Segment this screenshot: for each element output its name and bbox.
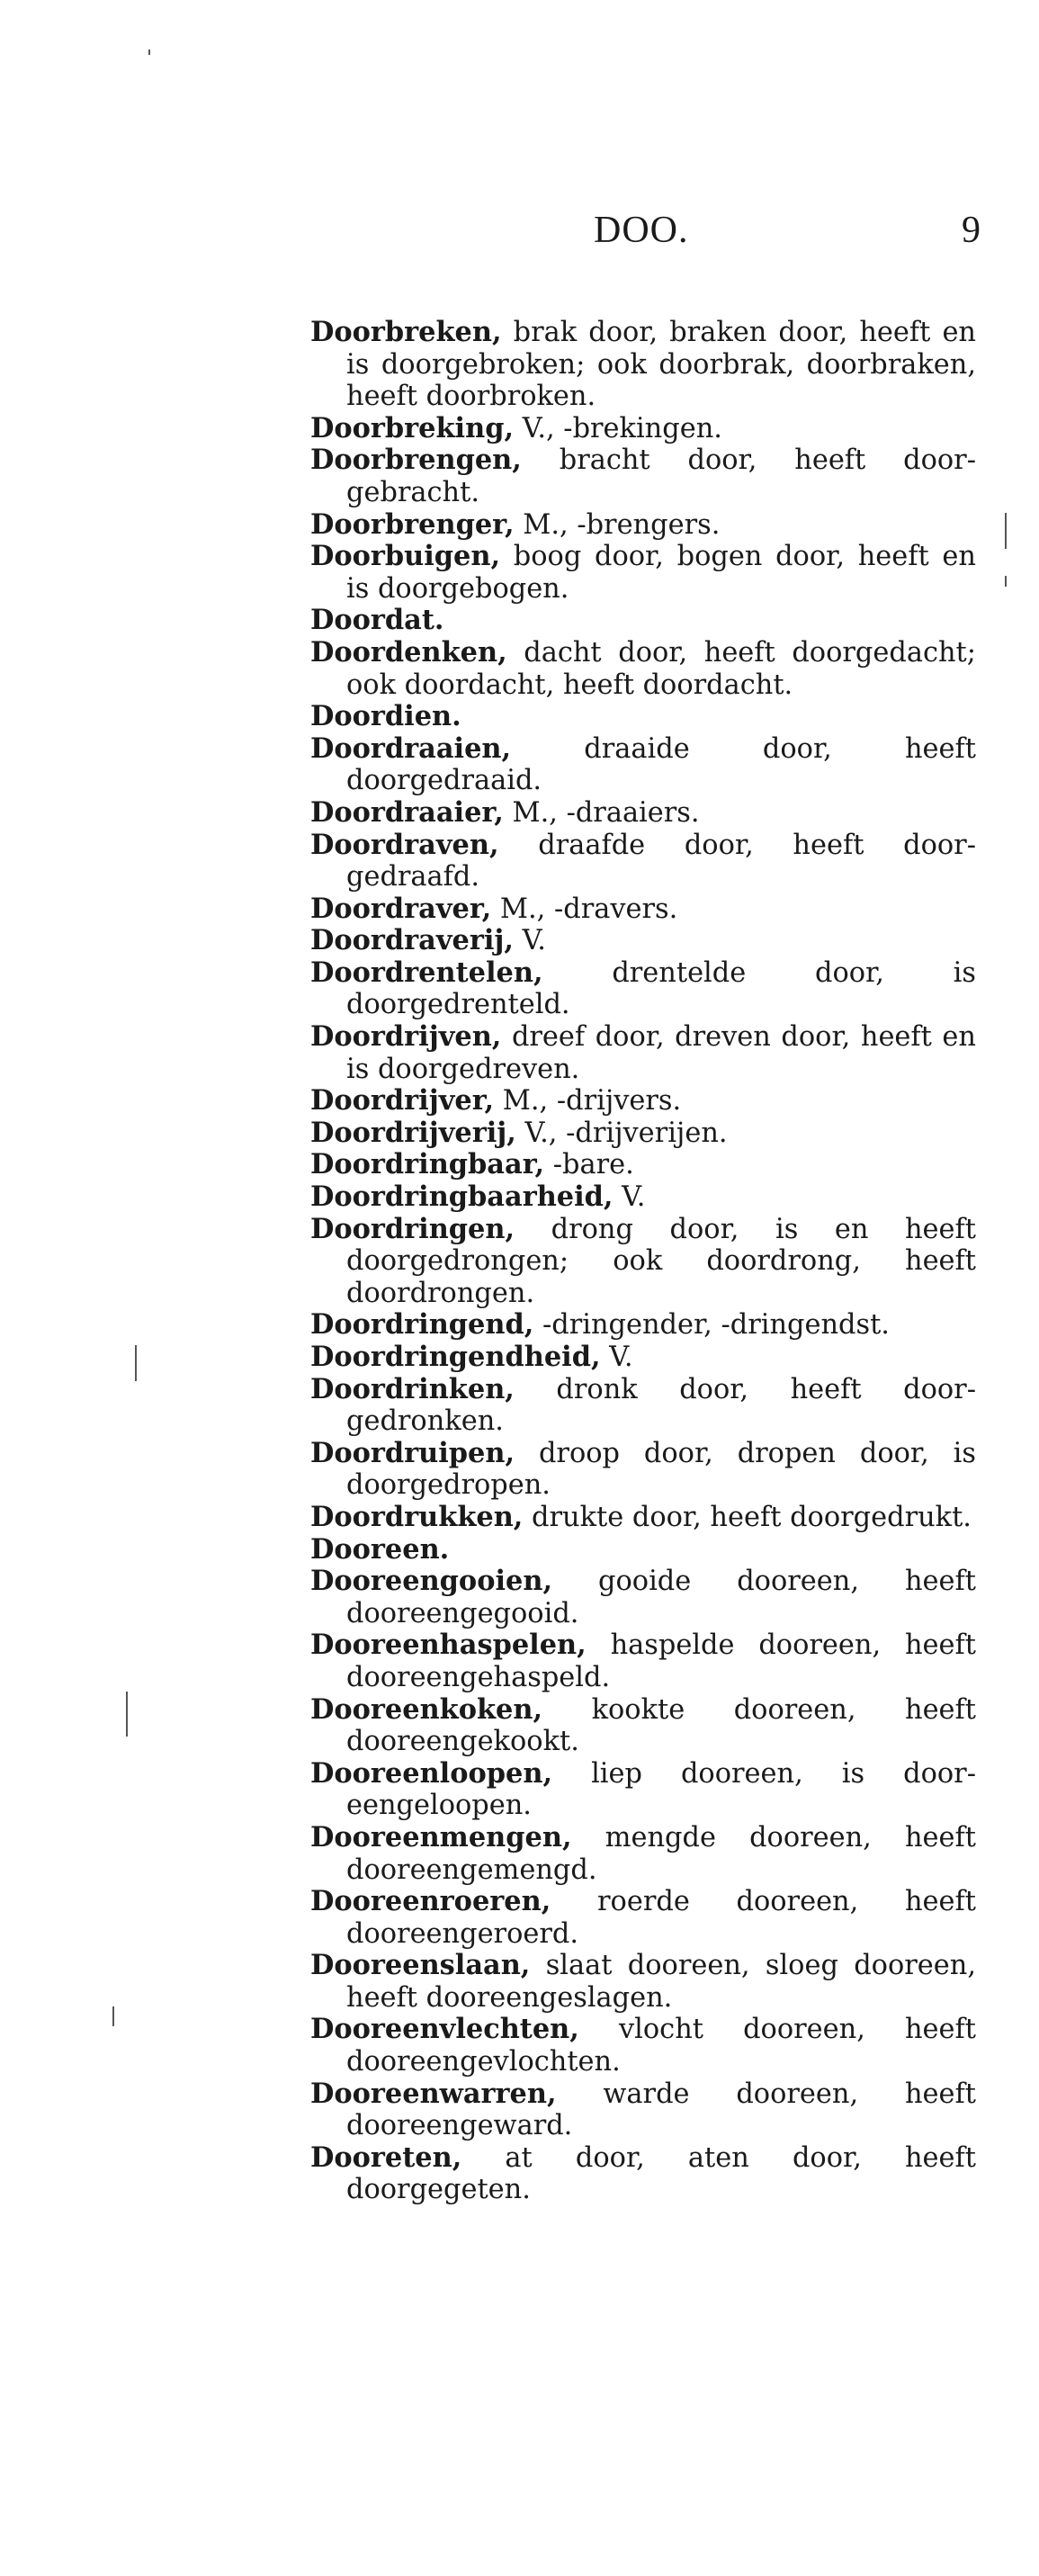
- dictionary-entry: [310, 509, 976, 542]
- entry-headword: Doordrijver,: [310, 1084, 495, 1117]
- dictionary-entry: [310, 1822, 976, 1886]
- entry-definition: M., -brengers.: [514, 508, 721, 541]
- entry-definition: liep dooreen, is dooreengeloopen.: [346, 1757, 976, 1822]
- entry-headword: Doordruipen,: [310, 1436, 515, 1469]
- entry-definition: dronk door, heeft doorgedronken.: [346, 1373, 976, 1438]
- entry-headword: Dooreten,: [310, 2141, 462, 2174]
- entry-headword: Dooreenhaspelen,: [310, 1629, 587, 1662]
- entry-headword: Doordraverij,: [310, 924, 514, 957]
- entry-definition: at door, aten door, heeft doorgegeten.: [346, 2141, 976, 2206]
- entry-headword: Doordrentelen,: [310, 956, 543, 989]
- dictionary-entry: [310, 2014, 976, 2078]
- entry-headword: Doordringbaarheid,: [310, 1180, 614, 1214]
- dictionary-entry: [310, 1694, 976, 1758]
- scan-speck: [1005, 576, 1007, 587]
- page-number: 9: [962, 210, 981, 251]
- dictionary-entry: [310, 1309, 976, 1342]
- entry-definition: V.: [514, 925, 546, 957]
- entry-definition: dreef door, dreven door, heeft en is doorgedreven.: [346, 1021, 976, 1085]
- entry-headword: Doordenken,: [310, 635, 507, 669]
- dictionary-entry: [310, 2142, 976, 2206]
- dictionary-entry: [310, 1117, 976, 1150]
- entry-definition: kookte dooreen, heeft dooreengekookt.: [346, 1693, 976, 1758]
- dictionary-entry: [310, 797, 976, 830]
- entry-definition: droop door, dropen door, is doorgedropen.: [346, 1437, 976, 1502]
- dictionary-entry: [310, 1374, 976, 1438]
- dictionary-entry: [310, 1181, 976, 1214]
- entry-headword: Doordringendheid,: [310, 1341, 601, 1373]
- entry-headword: Doordraven,: [310, 828, 499, 861]
- entry-headword: Dooreenroeren,: [310, 1885, 551, 1918]
- scan-speck: [148, 49, 150, 55]
- dictionary-entry: [310, 1886, 976, 1950]
- dictionary-entry: [310, 1534, 976, 1566]
- entry-definition: draaide door, heeft doorgedraaid.: [346, 732, 976, 797]
- dictionary-entry: [310, 1021, 976, 1085]
- dictionary-entry: [310, 893, 976, 926]
- running-head: DOO.: [594, 210, 689, 251]
- entry-definition: V., -drijverijen.: [515, 1117, 728, 1149]
- entry-definition: roerde dooreen, heeft dooreengeroerd.: [346, 1886, 976, 1950]
- entry-headword: Doordraver,: [310, 892, 492, 925]
- entry-headword: Doordringbaar,: [310, 1148, 545, 1181]
- dictionary-entry: [310, 1214, 976, 1310]
- entry-headword: Doorbreken,: [310, 316, 502, 348]
- entry-headword: Dooreenvlechten,: [310, 2013, 579, 2046]
- entry-headword: Dooreenloopen,: [310, 1756, 553, 1790]
- dictionary-entry: [310, 1502, 976, 1534]
- dictionary-entry: [310, 1629, 976, 1693]
- entry-headword: Dooreen.: [310, 1532, 450, 1566]
- dictionary-entry: [310, 925, 976, 957]
- entry-definition: V.: [613, 1181, 646, 1214]
- entry-headword: Doordringend,: [310, 1308, 534, 1342]
- entry-headword: Dooreenslaan,: [310, 1949, 531, 1982]
- entry-headword: Doordraaien,: [310, 732, 512, 765]
- entry-definition: drukte door, heeft doorgedrukt.: [523, 1501, 972, 1533]
- entry-headword: Doordrijven,: [310, 1020, 502, 1054]
- entry-headword: Doordringen,: [310, 1212, 515, 1245]
- entry-definition: slaat dooreen, sloeg dooreen, heeft dooreengeslagen.: [346, 1950, 976, 2014]
- entry-definition: haspelde dooreen, heeft dooreengehaspeld.: [346, 1629, 976, 1693]
- entry-definition: M., -drijvers.: [494, 1085, 682, 1117]
- entry-headword: Doordat.: [310, 604, 444, 637]
- entry-definition: brak door, braken door, heeft en is doorgebroken; ook doorbrak, doorbraken, heeft doorbroken.: [346, 317, 976, 413]
- entry-definition: drentelde door, is doorgedrenteld.: [346, 956, 976, 1021]
- entry-headword: Dooreenwarren,: [310, 2077, 557, 2110]
- dictionary-entry: [310, 1438, 976, 1502]
- dictionary-entry: [310, 2078, 976, 2142]
- dictionary-entry: [310, 733, 976, 797]
- dictionary-entry: [310, 413, 976, 445]
- dictionary-entry: [310, 1342, 976, 1374]
- scan-speck: [1005, 513, 1007, 549]
- dictionary-entry: [310, 1950, 976, 2014]
- entry-definition: gooide dooreen, heeft dooreengegooid.: [346, 1566, 976, 1629]
- entry-headword: Doorbuigen,: [310, 540, 501, 573]
- entry-definition: vlocht dooreen, heeft dooreengevlochten.: [346, 2014, 976, 2078]
- entry-headword: Dooreengooien,: [310, 1565, 553, 1598]
- dictionary-entry: [310, 317, 976, 413]
- dictionary-entry: [310, 830, 976, 893]
- entry-headword: Doorbreking,: [310, 411, 515, 444]
- entry-headword: Doordien.: [310, 700, 461, 733]
- entry-headword: Dooreenmengen,: [310, 1820, 572, 1853]
- dictionary-column: [310, 317, 976, 2206]
- entry-headword: Doorbrenger,: [310, 507, 515, 541]
- entry-headword: Doorbrengen,: [310, 444, 522, 477]
- entry-definition: bracht door, heeft doorgebracht.: [346, 444, 976, 508]
- entry-definition: warde dooreen, heeft dooreengeward.: [346, 2078, 976, 2142]
- entry-headword: Doordrinken,: [310, 1372, 515, 1405]
- entry-headword: Dooreenkoken,: [310, 1692, 543, 1726]
- entry-definition: M., -dravers.: [491, 893, 678, 925]
- entry-definition: boog door, bogen door, heeft en is doorgebogen.: [346, 541, 976, 605]
- entry-definition: M., -draaiers.: [503, 796, 700, 829]
- entry-definition: mengde dooreen, heeft dooreengemengd.: [346, 1821, 976, 1886]
- scan-speck: [135, 1345, 137, 1381]
- entry-definition: dacht door, heeft doorgedacht; ook doordacht, heeft doordacht.: [346, 636, 976, 701]
- entry-definition: -dringender, -dringendst.: [533, 1309, 890, 1342]
- dictionary-entry: [310, 637, 976, 701]
- scan-speck: [126, 1692, 128, 1737]
- dictionary-entry: [310, 444, 976, 508]
- page-header: [310, 209, 981, 263]
- entry-headword: Doordrukken,: [310, 1500, 524, 1533]
- dictionary-entry: [310, 957, 976, 1021]
- scan-speck: [112, 2006, 114, 2026]
- dictionary-entry: [310, 1758, 976, 1822]
- entry-definition: V.: [600, 1342, 633, 1373]
- dictionary-entry: [310, 1566, 976, 1629]
- dictionary-entry: [310, 541, 976, 605]
- dictionary-entry: [310, 701, 976, 733]
- entry-definition: -bare.: [544, 1149, 634, 1181]
- entry-headword: Doordraaier,: [310, 795, 504, 829]
- entry-headword: Doordrijverij,: [310, 1116, 516, 1149]
- dictionary-entry: [310, 605, 976, 637]
- entry-definition: drong door, is en heeft doorgedrongen; ook doordrong, heeft doordrongen.: [346, 1213, 976, 1309]
- dictionary-entry: [310, 1149, 976, 1181]
- entry-definition: draafde door, heeft doorgedraafd.: [346, 829, 976, 893]
- entry-definition: V., -brekingen.: [514, 412, 722, 444]
- dictionary-entry: [310, 1085, 976, 1117]
